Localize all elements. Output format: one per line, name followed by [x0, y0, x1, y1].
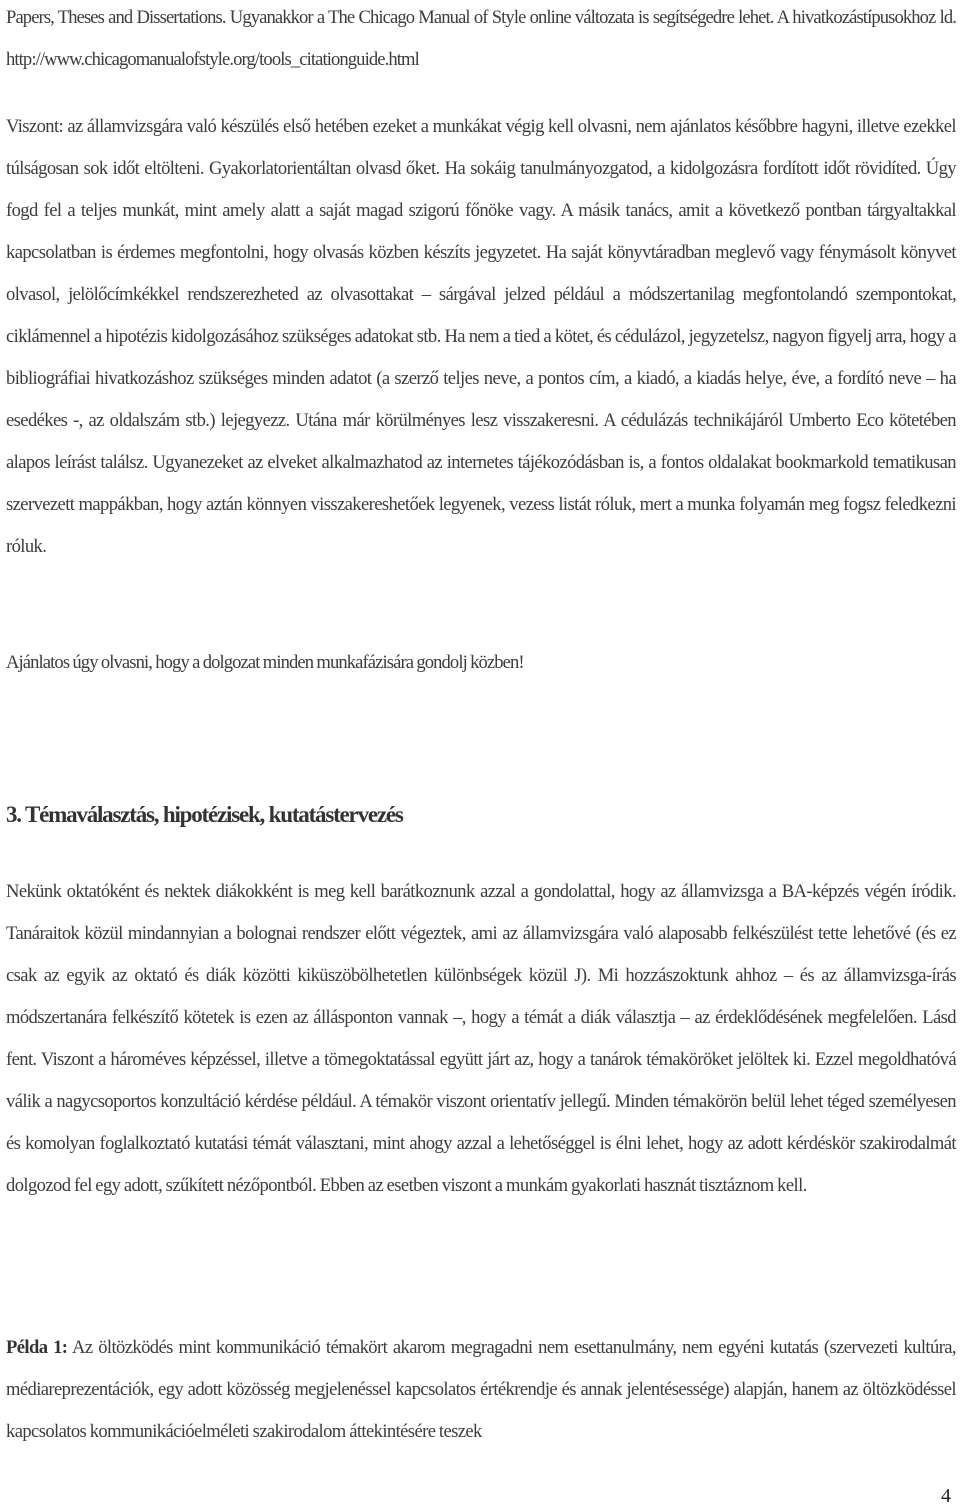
example-label: Példa 1: [6, 1337, 68, 1358]
section-heading: 3. Témaválasztás, hipotézisek, kutatástervezés [6, 802, 403, 827]
paragraph-citation-sources: Papers, Theses and Dissertations. Ugyanakkor a The Chicago Manual of Style online változata is segítségedre lehet. A hivatkozástípusokhoz ld. http://www.chicagomanualofstyle.org/tools_citationguide.html [6, 7, 956, 70]
example-text: Az öltözködés mint kommunikáció témakört akarom megragadni nem esettanulmány, nem egyéni kutatás (szervezeti kultúra, médiareprezentációk, egy adott közösség megjelenéssel kapcsolatos értékrendje és annak jelentésessége) alapján, hanem az öltözködéssel kapcsolatos kommunikációelméleti szakirodalom áttekintésére teszek [6, 1337, 956, 1442]
paragraph-example-1 [6, 1327, 956, 1453]
paragraph-topic-selection: Nekünk oktatóként és nektek diákokként is meg kell barátkoznunk azzal a gondolattal, hogy az államvizsga a BA-képzés végén íródik. Tanáraitok közül mindannyian a bolognai rendszer előtt végeztek, ami az államvizsgára való alaposabb felkészülést tette lehetővé (és ez csak az egyik az oktató és diák közötti kiküszöbölhetetlen különbségek közül J). Mi hozzászoktunk ahhoz – és az államvizsga-írás módszertanára felkészítő kötetek is ezen az állásponton vannak –, hogy a témát a diák választja – az érdeklődésének megfelelően. Lásd fent. Viszont a hároméves képzéssel, illetve a tömegoktatással együtt járt az, hogy a tanárok témaköröket jelöltek ki. Ezzel megoldhatóvá válik a nagycsoportos konzultáció kérdése például. A témakör viszont orientatív jellegű. Minden témakörön belül lehet téged személyesen és komolyan foglalkoztató kutatási témát választani, mint ahogy azzal a lehetőséggel is élni lehet, hogy az adott kérdéskör szakirodalmát dolgozod fel egy adott, szűkített nézőpontból. Ebben az esetben viszont a munkám gyakorlati hasznát tisztáznom kell. [6, 881, 956, 1196]
paragraph-reading-advice: Viszont: az államvizsgára való készülés első hetében ezeket a munkákat végig kell olvasni, nem ajánlatos későbbre hagyni, illetve ezekkel túlságosan sok időt eltölteni. Gyakorlatorientáltan olvasd őket. Ha sokáig tanulmányozgatod, a kidolgozásra fordított időt rövidíted. Úgy fogd fel a teljes munkát, mint amely alatt a saját magad szigorú főnöke vagy. A másik tanács, amit a következő pontban tárgyaltakkal kapcsolatban is érdemes megfontolni, hogy olvasás közben készíts jegyzetet. Ha saját könyvtáradban meglevő vagy fénymásolt könyvet olvasol, jelölőcímkékkel rendszerezheted az olvasottakat – sárgával jelzed például a módszertanilag megfontolandó szempontokat, ciklámennel a hipotézis kidolgozásához szükséges adatokat stb. Ha nem a tied a kötet, és cédulázol, jegyzetelsz, nagyon figyelj arra, hogy a bibliográfiai hivatkozáshoz szükséges minden adatot (a szerző teljes neve, a pontos cím, a kiadó, a kiadás helye, éve, a fordító neve – ha esedékes -, az oldalszám stb.) lejegyezz. Utána már körülményes lesz visszakeresni. A cédulázás technikájáról Umberto Eco kötetében alapos leírást találsz. Ugyanezeket az elveket alkalmazhatod az internetes tájékozódásban is, a fontos oldalakat bookmarkold tematikusan szervezett mappákban, hogy aztán könnyen visszakereshetőek legyenek, vezess listát róluk, mert a munka folyamán meg fogsz feledkezni róluk. [6, 116, 956, 557]
page-number: 4 [941, 1485, 951, 1507]
paragraph-reading-recommendation: Ajánlatos úgy olvasni, hogy a dolgozat minden munkafázisára gondolj közben! [6, 652, 524, 673]
